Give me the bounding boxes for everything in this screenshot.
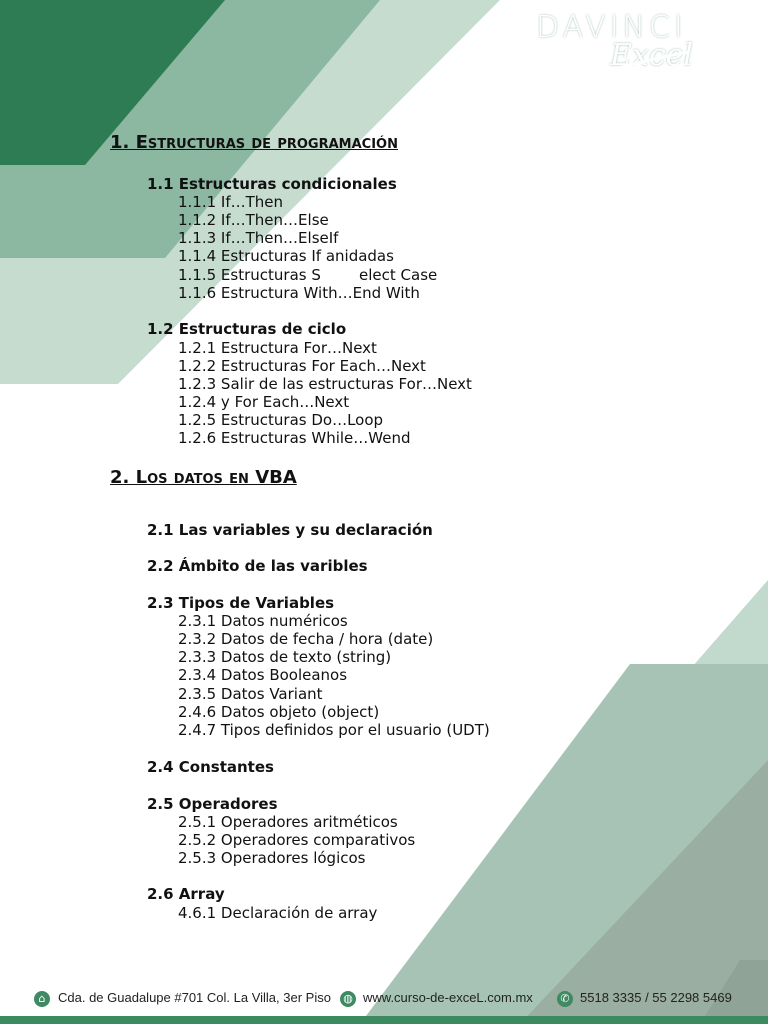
section-2-title: 2. Los datos en VBA: [110, 467, 297, 488]
phone-icon: ✆: [557, 991, 573, 1007]
list-item: 1.1.5 Estructuras S elect Case: [178, 266, 438, 284]
section-2-3-title: 2.3 Tipos de Variables: [147, 594, 335, 612]
list-item: 2.4.6 Datos objeto (object): [178, 703, 380, 721]
section-2-6-title: 2.6 Array: [147, 885, 225, 903]
footer: [0, 986, 768, 1016]
footer-phone: 5518 3335 / 55 2298 5469: [580, 990, 732, 1005]
list-item: 1.2.4 y For Each…Next: [178, 393, 350, 411]
list-item: 2.3.3 Datos de texto (string): [178, 648, 392, 666]
list-item: 1.1.3 If…Then…ElseIf: [178, 229, 339, 247]
list-item: 1.1.6 Estructura With…End With: [178, 284, 420, 302]
footer-bar: [0, 1016, 768, 1024]
logo-wordmark: DAVINCI: [536, 10, 687, 45]
section-1-title: 1. Estructuras de programación: [110, 132, 398, 153]
list-item: 2.5.1 Operadores aritméticos: [178, 813, 398, 831]
list-item: 1.2.5 Estructuras Do…Loop: [178, 411, 384, 429]
list-item: 2.3.2 Datos de fecha / hora (date): [178, 630, 434, 648]
list-item: 1.1.2 If…Then…Else: [178, 211, 329, 229]
section-2-4-title: 2.4 Constantes: [147, 758, 274, 776]
globe-icon: ◍: [340, 991, 356, 1007]
section-2-1-title: 2.1 Las variables y su declaración: [147, 521, 433, 539]
section-2-2-title: 2.2 Ámbito de las varibles: [147, 557, 368, 575]
list-item: 1.2.1 Estructura For…Next: [178, 339, 377, 357]
list-item: 1.2.3 Salir de las estructuras For…Next: [178, 375, 472, 393]
logo-script: Excel: [610, 38, 693, 73]
home-icon: ⌂: [34, 991, 50, 1007]
list-item: 1.2.6 Estructuras While…Wend: [178, 429, 411, 447]
list-item: 1.2.2 Estructuras For Each…Next: [178, 357, 426, 375]
list-item: 2.4.7 Tipos definidos por el usuario (UDT): [178, 721, 490, 739]
list-item: 2.5.3 Operadores lógicos: [178, 849, 366, 867]
section-1-2-title: 1.2 Estructuras de ciclo: [147, 320, 347, 338]
list-item: 4.6.1 Declaración de array: [178, 904, 378, 922]
list-item: 2.3.1 Datos numéricos: [178, 612, 348, 630]
list-item: 1.1.4 Estructuras If anidadas: [178, 247, 394, 265]
list-item: 1.1.1 If…Then: [178, 193, 284, 211]
section-1-1-title: 1.1 Estructuras condicionales: [147, 175, 397, 193]
footer-address: Cda. de Guadalupe #701 Col. La Villa, 3er Piso: [58, 990, 331, 1005]
list-item: 2.3.4 Datos Booleanos: [178, 666, 348, 684]
list-item: 2.5.2 Operadores comparativos: [178, 831, 416, 849]
list-item: 2.3.5 Datos Variant: [178, 685, 323, 703]
footer-website-link[interactable]: www.curso-de-exceL.com.mx: [363, 990, 533, 1005]
section-2-5-title: 2.5 Operadores: [147, 795, 278, 813]
